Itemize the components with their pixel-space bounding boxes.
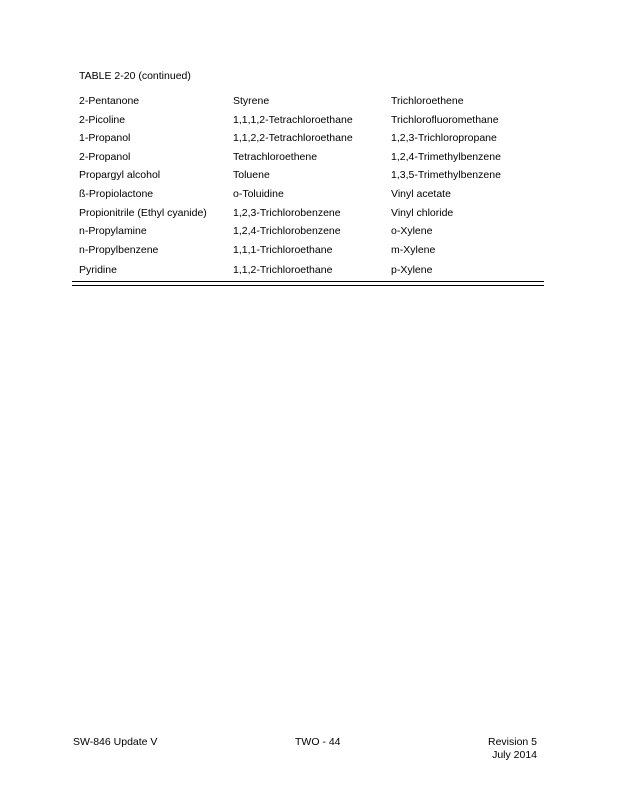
table-cell: Pyridine: [79, 264, 117, 277]
table-cell: Vinyl acetate: [391, 187, 451, 200]
table-cell: Vinyl chloride: [391, 206, 454, 219]
table-cell: ß-Propiolactone: [79, 187, 154, 200]
table-cell: p-Xylene: [391, 264, 433, 277]
table-caption: TABLE 2-20 (continued): [79, 70, 191, 82]
table-row: [72, 148, 544, 167]
table-cell: 1,2,4-Trichlorobenzene: [233, 225, 341, 238]
table-row: [72, 241, 544, 260]
table-cell: 1-Propanol: [79, 132, 131, 145]
table-cell: Toluene: [233, 169, 270, 182]
table-cell: Styrene: [233, 95, 270, 107]
table-row: [72, 129, 544, 148]
table-cell: 1,1,1-Trichloroethane: [233, 243, 333, 256]
table-cell: 1,1,2,2-Tetrachloroethane: [233, 132, 353, 145]
table-cell: 2-Picoline: [79, 113, 126, 126]
table-cell: Trichlorofluoromethane: [391, 113, 499, 126]
table-cell: 1,2,4-Trimethylbenzene: [391, 150, 501, 163]
chemical-table-container: [72, 92, 544, 286]
footer-date: July 2014: [492, 749, 538, 761]
footer-page-number: TWO - 44: [295, 736, 341, 748]
footer-revision: Revision 5: [488, 736, 538, 748]
table-cell: 2-Propanol: [79, 150, 131, 163]
table-row: [72, 259, 544, 281]
table-cell: 1,1,2-Trichloroethane: [233, 264, 333, 277]
table-row: [72, 92, 544, 111]
table-cell: 1,2,3-Trichlorobenzene: [233, 206, 341, 219]
table-cell: o-Xylene: [391, 225, 433, 238]
table-row: [72, 204, 544, 223]
table-cell: 2-Pentanone: [79, 95, 140, 107]
table-cell: n-Propylamine: [79, 225, 147, 238]
table-cell: Propargyl alcohol: [79, 169, 161, 182]
table-bottom-double-rule: [72, 281, 544, 286]
footer-revision-block: [488, 736, 537, 762]
chemical-table: [72, 92, 544, 281]
footer-document-id: SW-846 Update V: [73, 736, 158, 748]
table-row: [72, 185, 544, 204]
table-row: [72, 222, 544, 241]
table-cell: 1,3,5-Trimethylbenzene: [391, 169, 501, 182]
table-row: [72, 166, 544, 185]
table-cell: n-Propylbenzene: [79, 243, 159, 256]
table-cell: o-Toluidine: [233, 187, 284, 200]
table-cell: Propionitrile (Ethyl cyanide): [79, 206, 207, 219]
table-cell: m-Xylene: [391, 243, 436, 256]
table-cell: 1,1,1,2-Tetrachloroethane: [233, 113, 353, 126]
table-cell: 1,2,3-Trichloropropane: [391, 132, 497, 145]
table-cell: Tetrachloroethene: [233, 150, 318, 163]
table-row: [72, 111, 544, 130]
table-cell: Trichloroethene: [391, 95, 464, 107]
